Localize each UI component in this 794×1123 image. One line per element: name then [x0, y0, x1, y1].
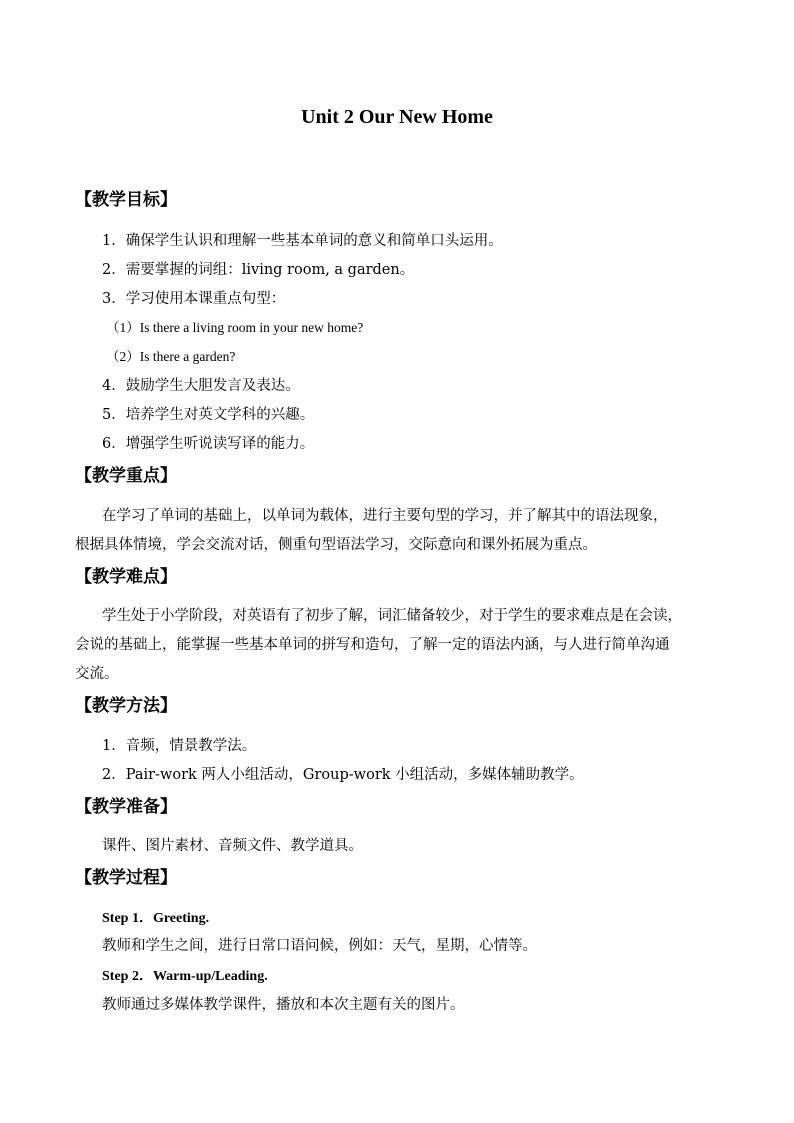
process-step-2-label-text: Step 2．Warm-up/Leading.	[102, 969, 268, 984]
key-points-line-1: 在学习了单词的基础上，以单词为载体，进行主要句型的学习，并了解其中的语法现象，	[102, 508, 668, 524]
objective-sentence-2	[106, 347, 235, 367]
objective-sentence-1-text: （1）Is there a living room in your new home?	[106, 320, 364, 335]
difficulties-line-1: 学生处于小学阶段，对英语有了初步了解，词汇储备较少，对于学生的要求难点是在会读，	[102, 608, 682, 624]
objective-item-1: 1．确保学生认识和理解一些基本单词的意义和简单口头运用。	[102, 233, 503, 249]
process-step-1-label	[102, 908, 209, 929]
heading-methods: 【教学方法】	[75, 696, 177, 716]
objective-sentence-2-text: （2）Is there a garden?	[106, 349, 236, 364]
methods-item-2: 2．Pair-work 两人小组活动，Group-work 小组活动，多媒体辅助教学。	[102, 767, 584, 783]
objective-item-2: 2．需要掌握的词组：living room, a garden。	[102, 262, 415, 278]
process-step-1-label-text: Step 1．Greeting.	[102, 911, 210, 926]
heading-process: 【教学过程】	[75, 868, 177, 888]
objective-item-4: 4．鼓励学生大胆发言及表达。	[102, 378, 300, 394]
difficulties-line-3: 交流。	[75, 666, 119, 682]
objective-item-6: 6．增强学生听说读写译的能力。	[102, 436, 315, 452]
heading-key-points: 【教学重点】	[75, 466, 177, 486]
objective-item-3: 3．学习使用本课重点句型：	[102, 291, 286, 307]
heading-objectives: 【教学目标】	[75, 190, 177, 210]
difficulties-line-2: 会说的基础上，能掌握一些基本单词的拼写和造句，了解一定的语法内涵，与人进行简单沟通	[75, 637, 670, 653]
objective-item-5: 5．培养学生对英文学科的兴趣。	[102, 407, 315, 423]
process-step-1-text: 教师和学生之间，进行日常口语问候，例如：天气，星期，心情等。	[102, 938, 537, 954]
key-points-line-2: 根据具体情境，学会交流对话，侧重句型语法学习，交际意向和课外拓展为重点。	[75, 537, 597, 553]
process-step-2-text: 教师通过多媒体教学课件，播放和本次主题有关的图片。	[102, 997, 465, 1013]
preparation-text: 课件、图片素材、音频文件、教学道具。	[102, 838, 363, 854]
heading-difficulties: 【教学难点】	[75, 567, 177, 587]
process-step-2-label	[102, 966, 268, 987]
heading-preparation: 【教学准备】	[75, 797, 177, 817]
objective-sentence-1	[106, 318, 363, 338]
methods-item-1: 1．音频，情景教学法。	[102, 738, 257, 754]
document-title: Unit 2 Our New Home	[301, 106, 493, 128]
